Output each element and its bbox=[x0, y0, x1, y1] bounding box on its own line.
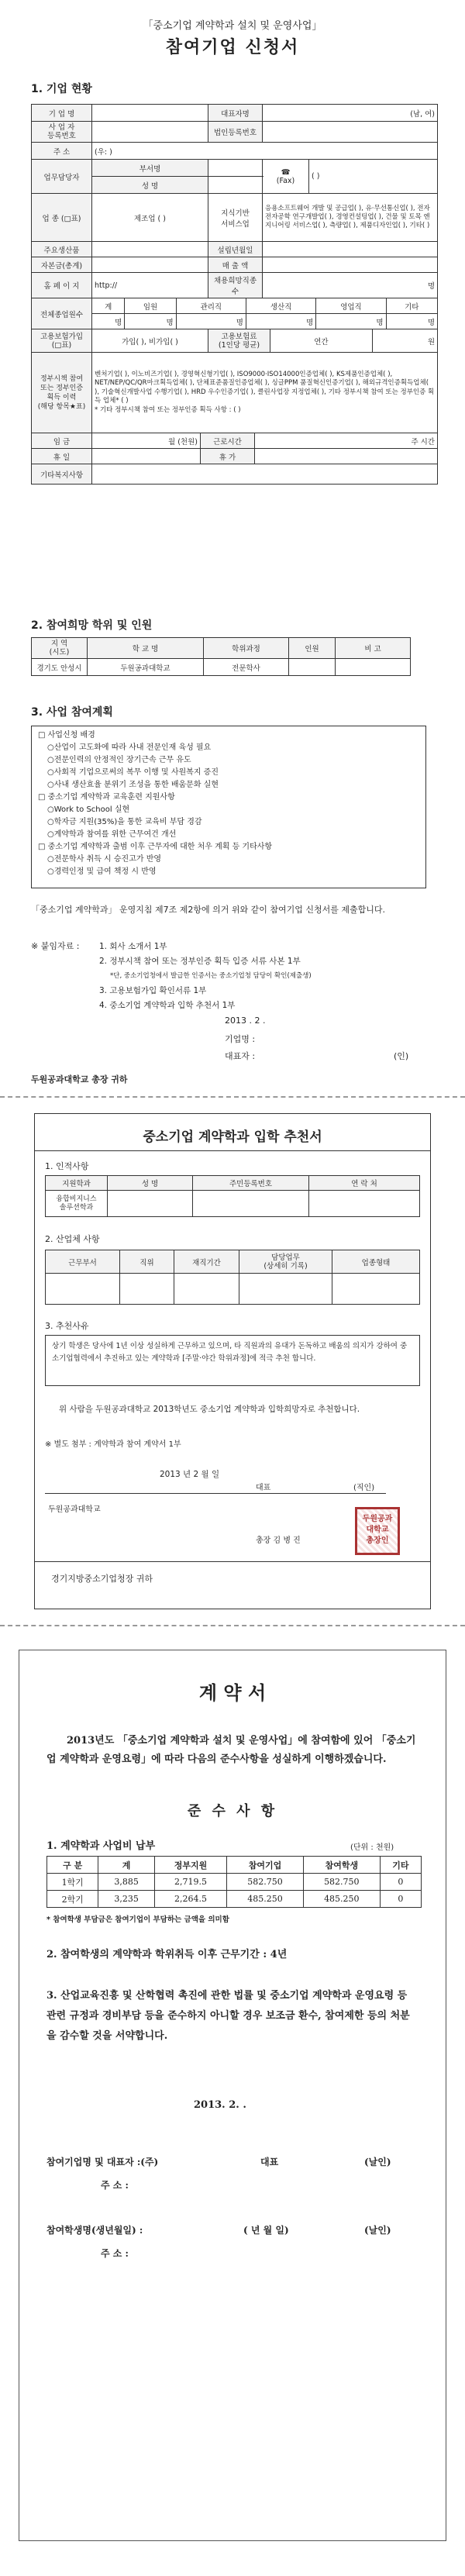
phone-icon: ☎ bbox=[281, 167, 291, 177]
cert-options[interactable]: 벤처기업( ), 이노비즈기업( ), 경영혁신형기업( ), ISO9000·ISO14000인증업체( ), KS제품인증업체( ), NET/NEP/QC/QR마크획득업체( ), 단체표준품질인증업체( ), 싱글PPM 품질혁신인증기업( ), 해외규격인증획득업체( ), 기술혁신개발사업 수행기업( ), HRD 우수인증기업( ), 클린사업장 지정업체( ), 기타 정부시책 참여 또는 정부인증 획득 업체* ( ) bbox=[95, 370, 435, 405]
rec-contact-field[interactable] bbox=[309, 1191, 420, 1217]
attachments-label: ※ 붙임자료 : bbox=[31, 941, 80, 951]
field-company-name[interactable] bbox=[92, 105, 208, 122]
contract-fee-table bbox=[46, 1856, 422, 1908]
rec-attach-text: ※ 별도 첨부 : 계약학과 참여 계약서 1부 bbox=[45, 1440, 181, 1449]
rec-emp-tenure[interactable] bbox=[174, 1274, 239, 1305]
form1-date: 2013 . 2 . bbox=[225, 1016, 266, 1026]
label-corp-reg: 법인등록번호 bbox=[208, 122, 263, 143]
rec-employer-table bbox=[45, 1250, 420, 1305]
contract-rule-3: 3. 산업교육진흥 및 산학협력 촉진에 관한 법률 및 중소기업 계약학과 운영요령 등 관련 규정과 경비부담 등을 준수하지 아니할 경우 보조금 환수, 참여제한 등의 처분을 감수할 것을 서약합니다. bbox=[46, 1990, 410, 2042]
label-sales: 매 출 액 bbox=[208, 257, 263, 273]
degree-count[interactable] bbox=[289, 659, 336, 676]
phone-fax-label bbox=[263, 160, 309, 194]
degree-region: 경기도 안성시 bbox=[32, 659, 88, 676]
fee-header-4: 참여학생 bbox=[303, 1857, 380, 1874]
label-vacation: 휴 가 bbox=[201, 449, 255, 464]
rec-header-name: 성 명 bbox=[108, 1176, 193, 1191]
plan-line-7: ○학자금 지원(35%)을 통한 교육비 부담 경감 bbox=[47, 818, 202, 826]
degree-header-school: 학 교 명 bbox=[88, 638, 204, 659]
rec-school-name: 두원공과대학교 bbox=[48, 1505, 101, 1514]
rec-emp-dept[interactable] bbox=[46, 1274, 120, 1305]
emp-unit-1[interactable]: 명 bbox=[125, 314, 176, 329]
page-divider-1 bbox=[0, 1096, 465, 1098]
contract-intro: 2013년도 「중소기업 계약학과 설치 및 운영사업」에 참여함에 있어 「중소기업 계약학과 운영요령」에 따라 다음의 준수사항을 성실하게 이행하겠습니다. bbox=[46, 1735, 416, 1765]
fax-paren: ( ) bbox=[312, 172, 320, 181]
label-work-hours: 근로시간 bbox=[201, 433, 255, 449]
degree-school: 두원공과대학교 bbox=[88, 659, 204, 676]
degree-course: 전문학사 bbox=[204, 659, 289, 676]
emp-header-0: 계 bbox=[92, 298, 125, 314]
recommendation-title-rule bbox=[34, 1150, 431, 1151]
attachment-2-note: *단, 중소기업청에서 발급한 인증서는 중소기업청 담당이 확인(제출생) bbox=[110, 972, 312, 980]
rec-president: 총장 김 병 진 bbox=[256, 1536, 301, 1545]
field-insurance-amount[interactable]: 원 bbox=[372, 329, 437, 353]
field-work-hours[interactable]: 주 시간 bbox=[255, 433, 438, 449]
field-hope-jobs[interactable]: 명 bbox=[263, 273, 438, 298]
rec-emp-position[interactable] bbox=[120, 1274, 174, 1305]
fee-row-1-company: 582.750 bbox=[227, 1874, 304, 1891]
label-welfare: 기타복지사항 bbox=[32, 464, 92, 485]
fee-row-1-other: 0 bbox=[380, 1874, 421, 1891]
field-representative[interactable]: (남, 여) bbox=[263, 105, 438, 122]
label-annual: 연간 bbox=[270, 329, 373, 353]
contract-rule-1: 1. 계약학과 사업비 납부 bbox=[46, 1840, 156, 1852]
fax-label: (Fax) bbox=[276, 176, 295, 185]
contract-sign-company-rep: 대표 bbox=[260, 2157, 279, 2167]
rec-reason-text: 상기 학생은 당사에 1년 이상 성실하게 근무하고 있으며, 타 직원과의 유대가 돈독하고 배움의 의지가 강하여 중소기업협력에서 추진하고 있는 계약학과 [주말·야간 학위과정]에 적극 추천 합니다. bbox=[52, 1342, 408, 1363]
rec-bottom-rule bbox=[34, 1561, 431, 1562]
label-company-name: 기 업 명 bbox=[32, 105, 92, 122]
degree-table bbox=[31, 637, 411, 676]
label-founded: 설립년월일 bbox=[208, 242, 263, 257]
section-company-status: 1. 기업 현황 bbox=[31, 83, 92, 95]
form1-footer bbox=[0, 1016, 465, 1101]
fee-row-1-student: 582.750 bbox=[303, 1874, 380, 1891]
rec-section-employer: 2. 산업체 사항 bbox=[45, 1234, 100, 1244]
form-subtitle: 「중소기업 계약학과 설치 및 운영사업」 bbox=[143, 20, 322, 32]
fee-row-1-term: 1학기 bbox=[47, 1874, 98, 1891]
rec-body-text: 위 사람을 두원공과대학교 2013학년도 중소기업 계약학과 입학희망자로 추천합니다. bbox=[59, 1405, 360, 1414]
label-homepage: 홈 페 이 지 bbox=[32, 273, 92, 298]
degree-header-note: 비 고 bbox=[336, 638, 411, 659]
degree-header-course: 학위과정 bbox=[204, 638, 289, 659]
form-title: 참여기업 신청서 bbox=[165, 37, 300, 57]
attachments-list bbox=[99, 940, 440, 1013]
rec-name-field[interactable] bbox=[108, 1191, 193, 1217]
degree-note[interactable] bbox=[336, 659, 411, 676]
field-insurance[interactable]: 가입( ), 비가입( ) bbox=[92, 329, 208, 353]
rec-personal-table bbox=[45, 1175, 420, 1217]
plan-line-2: ○전문인력의 안정적인 장기근속 근무 유도 bbox=[47, 756, 191, 764]
attachment-1: 1. 회사 소개서 1부 bbox=[99, 942, 167, 951]
application-form-page bbox=[0, 0, 465, 1022]
emp-header-2: 관리직 bbox=[176, 298, 246, 314]
contract-sign-company-seal[interactable]: (날인) bbox=[364, 2157, 391, 2167]
field-fax[interactable] bbox=[309, 160, 438, 194]
plan-line-1: ○산업이 고도화에 따라 사내 전문인재 육성 필요 bbox=[47, 743, 212, 752]
contract-sign-student-seal[interactable]: (날인) bbox=[364, 2225, 391, 2236]
field-homepage[interactable]: http:// bbox=[92, 273, 208, 298]
plan-line-6: ○Work to School 실현 bbox=[47, 805, 130, 814]
recommendation-form-page bbox=[0, 1107, 465, 1611]
contract-rules-title: 준 수 사 항 bbox=[187, 1803, 278, 1819]
rec-signature-rule bbox=[45, 1493, 386, 1494]
field-founded[interactable] bbox=[263, 242, 438, 257]
section-participation-plan: 3. 사업 참여계획 bbox=[31, 706, 113, 719]
contract-border bbox=[19, 1650, 446, 2541]
emp-unit-5[interactable]: 명 bbox=[386, 314, 437, 329]
emp-header-4: 영업직 bbox=[316, 298, 386, 314]
rec-emp-header-position: 직위 bbox=[120, 1250, 174, 1274]
contract-fee-note: * 참여학생 부담금은 참여기업이 부담하는 금액을 의미함 bbox=[46, 1916, 229, 1924]
page-divider-2 bbox=[0, 1625, 465, 1626]
rec-section-reason: 3. 추천사유 bbox=[45, 1321, 89, 1331]
rec-header-ssn: 주민등록번호 bbox=[193, 1176, 309, 1191]
label-total-emp: 전체종업원수 bbox=[32, 298, 92, 329]
fee-row-2-gov: 2,264.5 bbox=[154, 1891, 226, 1908]
rec-dept: 융합비지니스 솔루션학과 bbox=[46, 1191, 108, 1217]
emp-header-1: 임원 bbox=[125, 298, 176, 314]
contract-title: 계 약 서 bbox=[198, 1681, 267, 1704]
contract-rule-2: 2. 참여학생의 계약학과 학위취득 이후 근무기간 : 4년 bbox=[46, 1949, 288, 1960]
attachment-4: 4. 중소기업 계약학과 입학 추천서 1부 bbox=[99, 1001, 236, 1010]
fee-row-2-student: 485.250 bbox=[303, 1891, 380, 1908]
contract-date: 2013. 2. . bbox=[194, 2099, 246, 2111]
fee-header-2: 정부지원 bbox=[154, 1857, 226, 1874]
fee-row-2-total: 3,235 bbox=[98, 1891, 154, 1908]
contract-sign-student: 참여학생명(생년월일) : bbox=[46, 2225, 143, 2236]
field-corp-reg[interactable] bbox=[263, 122, 438, 143]
plan-line-3: ○사회적 기업으로써의 복무 이행 및 사원복지 증진 bbox=[47, 768, 219, 777]
label-hope-jobs: 채용희망직종수 bbox=[208, 273, 263, 298]
university-seal-stamp: 두원공과 대학교 총장인 bbox=[355, 1507, 400, 1555]
field-vacation[interactable] bbox=[255, 449, 438, 464]
label-manager: 업무담당자 bbox=[32, 160, 92, 194]
label-industry: 업 종 (□표) bbox=[32, 194, 92, 242]
rec-reason-box bbox=[45, 1335, 420, 1386]
contract-sign-company: 참여기업명 및 대표자 :(주) bbox=[46, 2157, 159, 2167]
option-knowledge[interactable]: 지식기반 서비스업 bbox=[208, 194, 263, 242]
field-wage[interactable]: 월 (천원) bbox=[92, 433, 201, 449]
field-address[interactable]: (우: ) bbox=[92, 143, 438, 160]
emp-unit-3[interactable]: 명 bbox=[246, 314, 315, 329]
emp-header-3: 생산직 bbox=[246, 298, 315, 314]
rec-header-contact: 연 락 처 bbox=[309, 1176, 420, 1191]
option-manufacturing[interactable]: 제조업 ( ) bbox=[92, 194, 208, 242]
contract-sign-student-dob[interactable]: ( 년 월 일) bbox=[243, 2225, 289, 2236]
pledge-text: 「중소기업 계약학과」 운영지침 제7조 제2항에 의거 위와 같이 참여기업 신청서를 제출합니다. bbox=[31, 905, 385, 915]
contract-company-address: 주 소 : bbox=[101, 2180, 129, 2191]
rec-header-dept: 지원학과 bbox=[46, 1176, 108, 1191]
fee-header-5: 기타 bbox=[380, 1857, 421, 1874]
rec-emp-header-type: 업종형태 bbox=[332, 1250, 420, 1274]
label-insurance: 고용보험가입 (□표) bbox=[32, 329, 92, 353]
degree-header-count: 인원 bbox=[289, 638, 336, 659]
plan-line-9: □ 중소기업 계약학과 출범 이후 근무자에 대한 처우 계획 등 기타사항 bbox=[38, 843, 273, 851]
form1-rep-label: 대표자 : bbox=[225, 1051, 256, 1061]
recommendation-title: 중소기업 계약학과 입학 추천서 bbox=[143, 1129, 322, 1145]
section-degree-hope: 2. 참여희망 학위 및 인원 bbox=[31, 619, 153, 632]
label-address: 주 소 bbox=[32, 143, 92, 160]
field-main-product[interactable] bbox=[92, 242, 208, 257]
plan-line-0: □ 사업신청 배경 bbox=[38, 731, 95, 740]
form1-recipient: 두원공과대학교 총장 귀하 bbox=[31, 1074, 128, 1085]
rec-ssn-field[interactable] bbox=[193, 1191, 309, 1217]
rec-emp-header-duty: 담당업무 (상세히 기록) bbox=[239, 1250, 332, 1274]
plan-line-10: ○전문학사 취득 시 승진고가 반영 bbox=[47, 855, 162, 864]
label-holiday: 휴 일 bbox=[32, 449, 92, 464]
rec-emp-type[interactable] bbox=[332, 1274, 420, 1305]
emp-unit-0[interactable]: 명 bbox=[92, 314, 125, 329]
label-dept: 부서명 bbox=[92, 160, 208, 177]
contract-student-address: 주 소 : bbox=[101, 2248, 129, 2259]
fee-row-1-total: 3,885 bbox=[98, 1874, 154, 1891]
label-capital: 자본금(총계) bbox=[32, 257, 92, 273]
plan-line-4: ○사내 생산효율 분위기 조성을 통한 배움문화 실현 bbox=[47, 781, 219, 789]
cert-note: * 기타 정부시책 참여 또는 정부인증 획득 사항 : ( ) bbox=[95, 405, 241, 414]
cert-detail bbox=[92, 353, 438, 433]
emp-unit-2[interactable]: 명 bbox=[176, 314, 246, 329]
field-holiday[interactable] bbox=[92, 449, 201, 464]
attachment-3: 3. 고용보험가입 확인서류 1부 bbox=[99, 986, 207, 995]
fee-header-0: 구 분 bbox=[47, 1857, 98, 1874]
rec-section-personal: 1. 인적사항 bbox=[45, 1161, 89, 1171]
company-status-table bbox=[31, 104, 438, 485]
plan-line-8: ○계약학과 참여를 위한 근무여건 개선 bbox=[47, 830, 177, 839]
label-name: 성 명 bbox=[92, 177, 208, 194]
field-sales[interactable] bbox=[263, 257, 438, 273]
contract-form-page bbox=[0, 1634, 465, 2576]
fee-row-2-other: 0 bbox=[380, 1891, 421, 1908]
label-cert: 정부시책 참여 또는 정부인증 획득 이력 (해당 항목★표) bbox=[32, 353, 92, 433]
form1-company-label: 기업명 : bbox=[225, 1034, 256, 1044]
rec-emp-duty[interactable] bbox=[239, 1274, 332, 1305]
fee-row-1-gov: 2,719.5 bbox=[154, 1874, 226, 1891]
plan-box bbox=[31, 726, 426, 888]
attachment-2: 2. 정부시책 참여 또는 정부인증 획득 입증 서류 사본 1부 bbox=[99, 957, 301, 966]
knowledge-detail: 응용소프트웨어 개발 및 공급업( ), 유‧무선통신업( ), 전자전자공학 연구개발업( ), 경영컨설팅업( ), 건물 및 토목 엔지니어링 서비스업( ), 측량업( ), 제품디자인업( ), 기타( ) bbox=[263, 194, 438, 242]
contract-unit: (단위 : 천원) bbox=[350, 1843, 394, 1852]
field-welfare[interactable] bbox=[92, 464, 438, 485]
form1-seal: (인) bbox=[394, 1051, 409, 1061]
label-insurance-count: 고용보험료 (1인당 평균) bbox=[208, 329, 270, 353]
fee-row-2-term: 2학기 bbox=[47, 1891, 98, 1908]
rec-seal-label: (직인) bbox=[353, 1484, 375, 1492]
plan-line-5: □ 중소기업 계약학과 교육훈련 지원사항 bbox=[38, 793, 175, 802]
rec-emp-header-dept: 근무부서 bbox=[46, 1250, 120, 1274]
fee-row-2-company: 485.250 bbox=[227, 1891, 304, 1908]
rec-emp-header-tenure: 재직기간 bbox=[174, 1250, 239, 1274]
field-dept[interactable] bbox=[208, 160, 263, 177]
degree-header-region: 지 역 (시도) bbox=[32, 638, 88, 659]
emp-unit-4[interactable]: 명 bbox=[316, 314, 386, 329]
emp-header-5: 기타 bbox=[386, 298, 437, 314]
rec-date: 2013 년 2 월 일 bbox=[160, 1470, 220, 1479]
field-capital[interactable] bbox=[92, 257, 208, 273]
rec-recipient: 경기지방중소기업청장 귀하 bbox=[51, 1574, 153, 1584]
rec-rep-label: 대표 bbox=[256, 1484, 271, 1492]
field-biz-reg[interactable] bbox=[92, 122, 208, 143]
fee-header-1: 계 bbox=[98, 1857, 154, 1874]
fee-header-3: 참여기업 bbox=[227, 1857, 304, 1874]
label-wage: 임 금 bbox=[32, 433, 92, 449]
label-biz-reg: 사 업 자 등록번호 bbox=[32, 122, 92, 143]
label-main-product: 주요생산품 bbox=[32, 242, 92, 257]
field-name[interactable] bbox=[208, 177, 263, 194]
label-representative: 대표자명 bbox=[208, 105, 263, 122]
plan-line-11: ○경력인정 및 급여 책정 시 반영 bbox=[47, 867, 157, 876]
